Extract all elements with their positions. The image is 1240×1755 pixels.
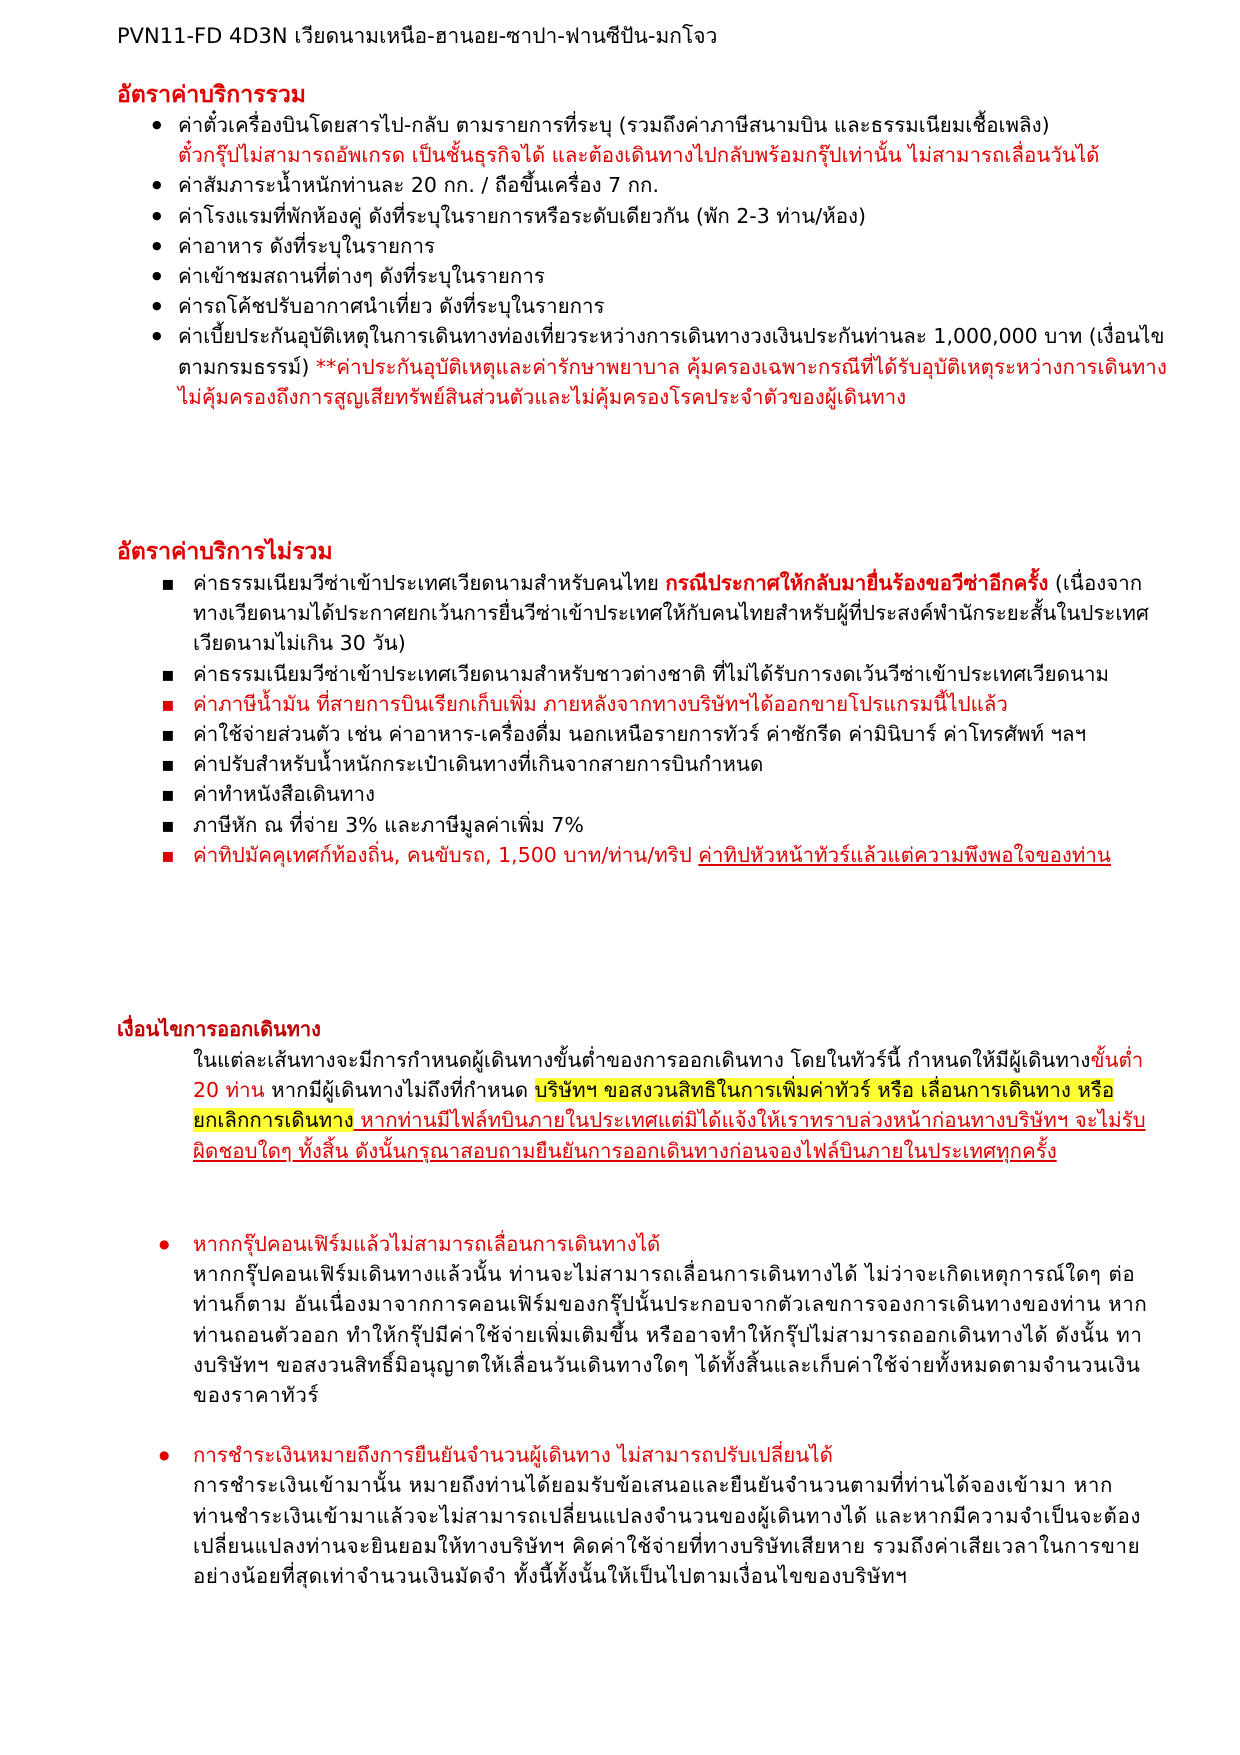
included-note: ตั๋วกรุ๊ปไม่สามารถอัพเกรด เป็นชั้นธุรกิจได้ และต้องเดินทางไปกลับพร้อมกรุ๊ปเท่านั้น ไม่สามารถเลื่อนวันได้ [178, 143, 1100, 168]
condition-body: หากกรุ๊ปคอนเฟิร์มเดินทางแล้วนั้น ท่านจะไม่สามารถเลื่อนการเดินทางได้ ไม่ว่าจะเกิดเหตุการณ์ใดๆ ต่อท่านก็ตาม อันเนื่องมาจากการคอนเฟิร์มของกรุ๊ปนั้นประกอบจากตัวเลขการจองการเดินทางของท่าน หากท่านถอนตัวออก ทำให้กรุ๊ปมีค่าใช้จ่ายเพิ่มเติมขึ้น หรืออาจทำให้กรุ๊ปไม่สามารถออกเดินทางได้ ดังนั้น ทางบริษัทฯ ขอสงวนสิทธิ์มิอนุญาตให้เลื่อนวันเดินทางใดๆ ได้ทั้งสิ้นและเก็บค่าใช้จ่ายทั้งหมดตามจำนวนเงินของราคาทัวร์ [193, 1262, 1148, 1408]
list-item: ▪ ค่าทำหนังสือเดินทาง [193, 779, 1153, 809]
list-item: ● ค่าเข้าชมสถานที่ต่างๆ ดังที่ระบุในรายการ [178, 261, 1178, 291]
minimum-travelers: ขั้นต่ำ 20 ท่าน [193, 1048, 1144, 1103]
domestic-flight-warning: หากท่านมีไฟล์ทบินภายในประเทศแต่มิได้แจ้งให้เราทราบล่วงหน้าก่อนทางบริษัทฯ จะไม่รับผิดชอบใดๆ ทั้งสิ้น ดังนั้นกรุณาสอบถามยืนยันการออกเดินทางก่อนจองไฟล์บินภายในประเทศทุกครั้ง [193, 1108, 1146, 1163]
excluded-heading: อัตราค่าบริการไม่รวม [117, 539, 333, 565]
document-title: PVN11-FD 4D3N เวียดนามเหนือ-ฮานอย-ซาปา-ฟานซีปัน-มกโจว [117, 24, 718, 48]
conditions-heading: เงื่อนไขการออกเดินทาง [117, 1017, 321, 1041]
excluded-list [193, 568, 1153, 870]
list-item [193, 1229, 1153, 1410]
condition-body: การชำระเงินเข้ามานั้น หมายถึงท่านได้ยอมรับข้อเสนอและยืนยันจำนวนตามที่ท่านได้จองเข้ามา หากท่านชำระเงินเข้ามาแล้วจะไม่สามารถเปลี่ยนแปลงจำนวนของผู้เดินทางได้ และหากมีความจำเป็นจะต้องเปลี่ยนแปลงท่านจะยินยอมให้ทางบริษัทฯ คิดค่าใช้จ่ายที่ทางบริษัทเสียหาย รวมถึงค่าเสียเวลาในการขาย อย่างน้อยที่สุดเท่าจำนวนเงินมัดจำ ทั้งนี้ทั้งนั้นให้เป็นไปตามเงื่อนไขของบริษัทฯ [193, 1473, 1141, 1589]
list-item: ▪ ค่าธรรมเนียมวีซ่าเข้าประเทศเวียดนามสำหรับคนไทย กรณีประกาศให้กลับมายื่นร้องขอวีซ่าอีกครั้ง (เนื่องจากทางเวียดนามได้ประกาศยกเว้นการยื่นวีซ่าเข้าประเทศให้กับคนไทยสำหรับผู้ที่ประสงค์พำนักระยะสั้นในประเทศเวียดนามไม่เกิน 30 วัน) [193, 568, 1153, 659]
list-item [193, 1440, 1153, 1591]
list-item: ● ค่าตั๋วเครื่องบินโดยสารไป-กลับ ตามรายการที่ระบุ (รวมถึงค่าภาษีสนามบิน และธรรมเนียมเชื้อเพลิง) ตั๋วกรุ๊ปไม่สามารถอัพเกรด เป็นชั้นธุรกิจได้ และต้องเดินทางไปกลับพร้อมกรุ๊ปเท่านั้น ไม่สามารถเลื่อนวันได้ [178, 110, 1178, 170]
list-item: ▪ ค่าธรรมเนียมวีซ่าเข้าประเทศเวียดนามสำหรับชาวต่างชาติ ที่ไม่ได้รับการงดเว้นวีซ่าเข้าประเทศเวียดนาม [193, 659, 1153, 689]
conditions-paragraph: ในแต่ละเส้นทางจะมีการกำหนดผู้เดินทางขั้นต่ำของการออกเดินทาง โดยในทัวร์นี้ กำหนดให้มีผู้เดินทางขั้นต่ำ 20 ท่าน หากมีผู้เดินทางไม่ถึงที่กำหนด บริษัทฯ ขอสงวนสิทธิในการเพิ่มค่าทัวร์ หรือ เลื่อนการเดินทาง หรือ ยกเลิกการเดินทาง หากท่านมีไฟล์ทบินภายในประเทศแต่มิได้แจ้งให้เราทราบล่วงหน้าก่อนทางบริษัทฯ จะไม่รับผิดชอบใดๆ ทั้งสิ้น ดังนั้นกรุณาสอบถามยืนยันการออกเดินทางก่อนจองไฟล์บินภายในประเทศทุกครั้ง [193, 1048, 1146, 1163]
list-item: ● ค่าเบี้ยประกันอุบัติเหตุในการเดินทางท่องเที่ยวระหว่างการเดินทางวงเงินประกันท่านละ 1,000,000 บาท (เงื่อนไขตามกรมธรรม์) **ค่าประกันอุบัติเหตุและค่ารักษาพยาบาล คุ้มครองเฉพาะกรณีที่ได้รับอุบัติเหตุระหว่างการเดินทาง ไม่คุ้มครองถึงการสูญเสียทรัพย์สินส่วนตัวและไม่คุ้มครองโรคประจำตัวของผู้เดินทาง [178, 321, 1178, 412]
condition-title: การชำระเงินหมายถึงการยืนยันจำนวนผู้เดินทาง ไม่สามารถปรับเปลี่ยนได้ [193, 1443, 833, 1468]
highlighted-rights-note: บริษัทฯ ขอสงวนสิทธิในการเพิ่มค่าทัวร์ หรือ เลื่อนการเดินทาง หรือ ยกเลิกการเดินทาง [193, 1078, 1115, 1133]
visa-condition-note: กรณีประกาศให้กลับมายื่นร้องขอวีซ่าอีกครั้ง [665, 571, 1049, 595]
list-item: ▪ ค่าภาษีน้ำมัน ที่สายการบินเรียกเก็บเพิ่ม ภายหลังจากทางบริษัทฯได้ออกขายโปรแกรมนี้ไปแล้ว [193, 689, 1153, 719]
condition-title: หากกรุ๊ปคอนเฟิร์มแล้วไม่สามารถเลื่อนการเดินทางได้ [193, 1232, 661, 1256]
conditions-list [193, 1229, 1153, 1591]
list-item: ● ค่าอาหาร ดังที่ระบุในรายการ [178, 231, 1178, 261]
insurance-note: **ค่าประกันอุบัติเหตุและค่ารักษาพยาบาล คุ้มครองเฉพาะกรณีที่ได้รับอุบัติเหตุระหว่างการเดินทาง ไม่คุ้มครองถึงการสูญเสียทรัพย์สินส่วนตัวและไม่คุ้มครองโรคประจำตัวของผู้เดินทาง [178, 354, 1167, 409]
list-item: ● ค่าโรงแรมที่พักห้องคู่ ดังที่ระบุในรายการหรือระดับเดียวกัน (พัก 2-3 ท่าน/ห้อง) [178, 201, 1178, 231]
list-item: ● ค่ารถโค้ชปรับอากาศนำเที่ยว ดังที่ระบุในรายการ [178, 291, 1178, 321]
list-item: ▪ ค่าปรับสำหรับน้ำหนักกระเป๋าเดินทางที่เกินจากสายการบินกำหนด [193, 749, 1153, 779]
tour-leader-tip-note: ค่าทิปหัวหน้าทัวร์แล้วแต่ความพึงพอใจของท่าน [698, 842, 1111, 867]
list-item: ▪ ค่าทิปมัคคุเทศก์ท้องถิ่น, คนขับรถ, 1,500 บาท/ท่าน/ทริป ค่าทิปหัวหน้าทัวร์แล้วแต่ความพึงพอใจของท่าน [193, 840, 1153, 870]
included-heading: อัตราค่าบริการรวม [117, 82, 306, 108]
list-item: ▪ ค่าใช้จ่ายส่วนตัว เช่น ค่าอาหาร-เครื่องดื่ม นอกเหนือรายการทัวร์ ค่าซักรีด ค่ามินิบาร์ ค่าโทรศัพท์ ฯลฯ [193, 719, 1153, 749]
included-list [178, 110, 1178, 412]
list-item: ● ค่าสัมภาระน้ำหนักท่านละ 20 กก. / ถือขึ้นเครื่อง 7 กก. [178, 170, 1178, 200]
list-item: ▪ ภาษีหัก ณ ที่จ่าย 3% และภาษีมูลค่าเพิ่ม 7% [193, 810, 1153, 840]
